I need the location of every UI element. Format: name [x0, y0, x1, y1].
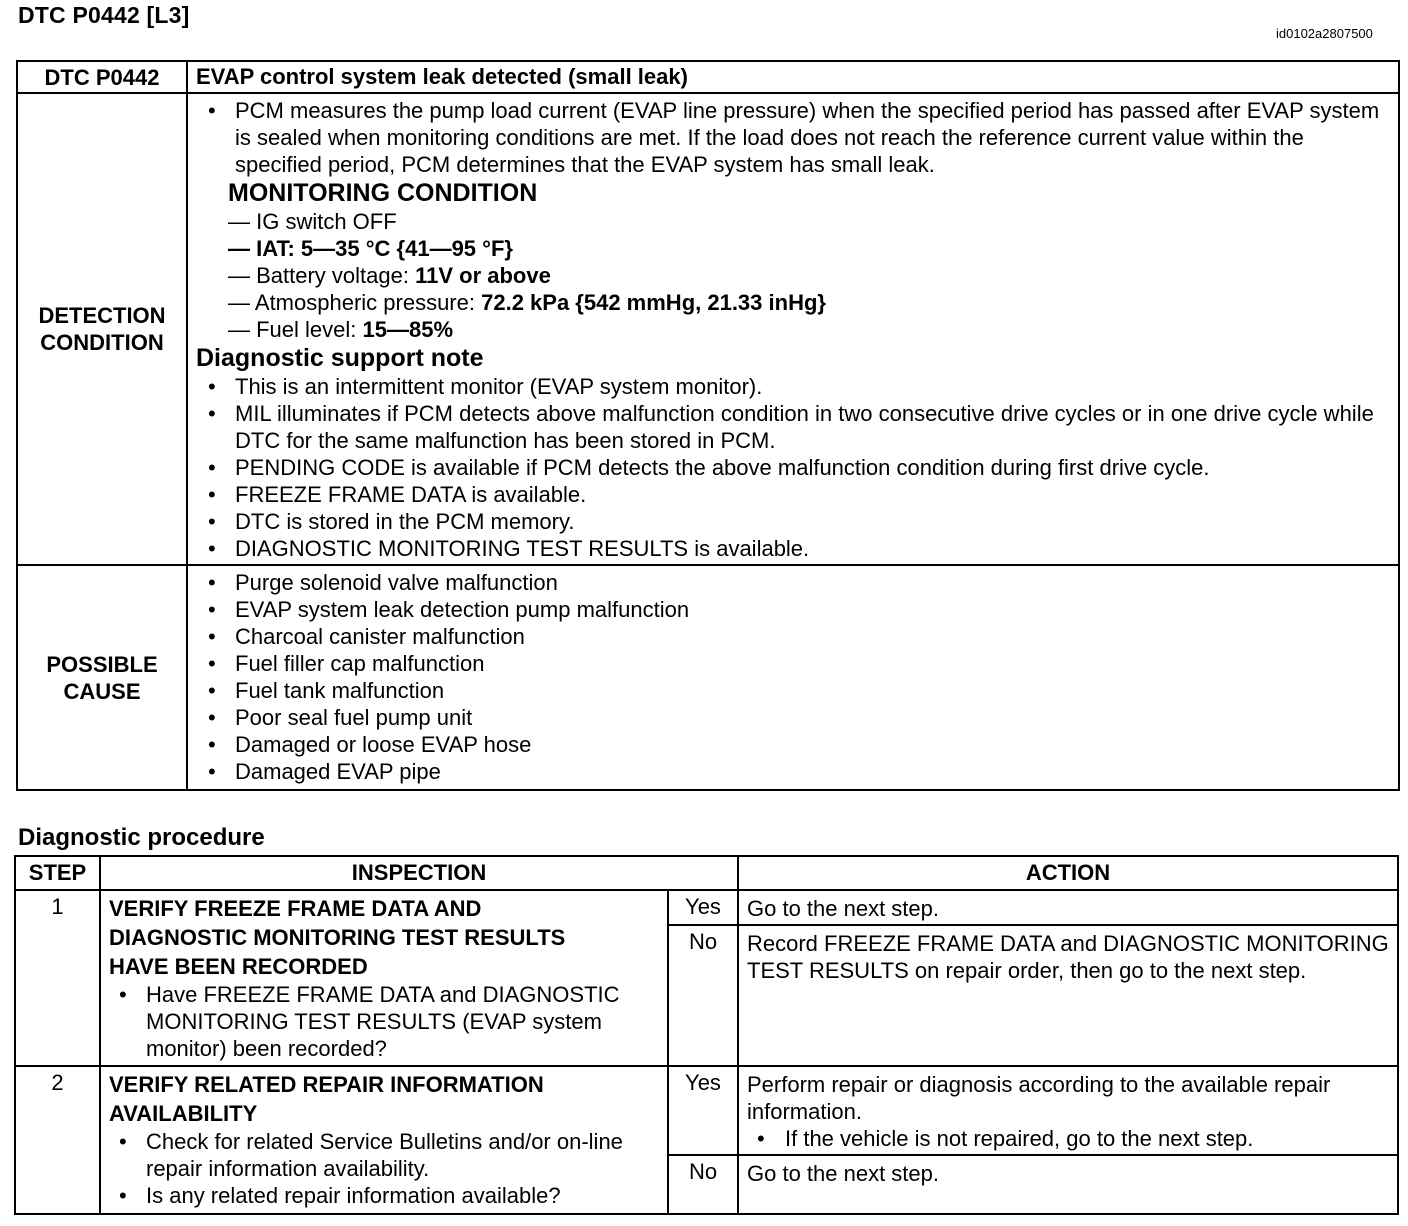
- monitoring-condition-title: MONITORING CONDITION: [228, 179, 538, 207]
- dtc-header-row: [17, 61, 1399, 93]
- detection-condition-row: [17, 93, 1399, 565]
- dtc-code: DTC P0442: [17, 61, 187, 93]
- possible-cause-item: • Poor seal fuel pump unit: [196, 704, 1390, 731]
- inspection-bullet: • Is any related repair information available?: [109, 1182, 661, 1209]
- detection-label-line2: CONDITION: [40, 330, 164, 355]
- support-note: • DTC is stored in the PCM memory.: [196, 508, 1390, 535]
- inspection-column-header: INSPECTION: [100, 856, 738, 890]
- step-number: 1: [15, 890, 100, 1066]
- possible-cause-item: • Charcoal canister malfunction: [196, 623, 1390, 650]
- diagnostic-procedure-heading: Diagnostic procedure: [18, 824, 265, 851]
- monitoring-item-label: — IG switch OFF: [228, 209, 397, 234]
- monitoring-item-iat: [228, 235, 1390, 262]
- yes-action-sub-bullet: • If the vehicle is not repaired, go to the next step.: [747, 1125, 1389, 1152]
- action-column-header: ACTION: [738, 856, 1398, 890]
- monitoring-item-atmospheric-pressure: [228, 289, 1390, 316]
- step-title-line: AVAILABILITY: [109, 1101, 258, 1126]
- no-action: Record FREEZE FRAME DATA and DIAGNOSTIC MONITORING TEST RESULTS on repair order, then go to the next step.: [738, 925, 1398, 1066]
- yes-action: Go to the next step.: [738, 890, 1398, 925]
- detection-condition-content: [187, 93, 1399, 565]
- monitoring-item-value: 15—85%: [362, 317, 454, 342]
- possible-cause-item: • Purge solenoid valve malfunction: [196, 569, 1390, 596]
- step-number: 2: [15, 1066, 100, 1214]
- step-title-line: HAVE BEEN RECORDED: [109, 954, 368, 979]
- yes-label: Yes: [668, 1066, 738, 1155]
- yes-label: Yes: [668, 890, 738, 925]
- diagnostic-support-note-title: Diagnostic support note: [196, 344, 484, 372]
- procedure-header-row: [15, 856, 1398, 890]
- dtc-description: EVAP control system leak detected (small leak): [187, 61, 1399, 93]
- support-note: • This is an intermittent monitor (EVAP system monitor).: [196, 373, 1390, 400]
- page-title: DTC P0442 [L3]: [18, 2, 190, 28]
- support-note: • DIAGNOSTIC MONITORING TEST RESULTS is available.: [196, 535, 1390, 562]
- detection-label-line1: DETECTION: [38, 303, 166, 328]
- support-note: • FREEZE FRAME DATA is available.: [196, 481, 1390, 508]
- support-note: • MIL illuminates if PCM detects above malfunction condition in two consecutive drive cycles or in one drive cycle while DTC for the same malfunction has been stored in PCM.: [196, 400, 1390, 454]
- monitoring-item-value: 72.2 kPa {542 mmHg, 21.33 inHg}: [481, 290, 826, 315]
- step-title-line: DIAGNOSTIC MONITORING TEST RESULTS: [109, 925, 566, 950]
- detection-intro-bullet: • PCM measures the pump load current (EVAP line pressure) when the specified period has passed after EVAP system is sealed when monitoring conditions are met. If the load does not reach the reference current value within the specified period, PCM determines that the EVAP system has small leak.: [196, 97, 1390, 178]
- possible-cause-row: [17, 565, 1399, 790]
- possible-cause-list: [187, 565, 1399, 790]
- monitoring-item-label: — Fuel level:: [228, 317, 363, 342]
- support-note: • PENDING CODE is available if PCM detects the above malfunction condition during first drive cycle.: [196, 454, 1390, 481]
- possible-cause-item: • Damaged or loose EVAP hose: [196, 731, 1390, 758]
- dtc-info-table: [16, 60, 1400, 791]
- diagnostic-procedure-table: [14, 855, 1399, 1215]
- monitoring-item-fuel-level: [228, 316, 1390, 343]
- no-action: Go to the next step.: [738, 1155, 1398, 1214]
- possible-cause-label: [17, 565, 187, 790]
- possible-cause-item: • EVAP system leak detection pump malfunction: [196, 596, 1390, 623]
- step-1-inspection: [100, 890, 668, 1066]
- no-label: No: [668, 1155, 738, 1214]
- inspection-bullet: • Have FREEZE FRAME DATA and DIAGNOSTIC MONITORING TEST RESULTS (EVAP system monitor) been recorded?: [109, 981, 661, 1062]
- step-1-yes-row: [15, 890, 1398, 925]
- monitoring-item-value: 5—35 °C {41—95 °F}: [300, 236, 513, 261]
- no-label: No: [668, 925, 738, 1066]
- yes-action: Perform repair or diagnosis according to the available repair information.: [747, 1072, 1331, 1124]
- possible-cause-label-line2: CAUSE: [63, 678, 141, 704]
- document-id: id0102a2807500: [1276, 26, 1373, 41]
- yes-action-cell: [738, 1066, 1398, 1155]
- possible-cause-item: • Damaged EVAP pipe: [196, 758, 1390, 785]
- monitoring-item-label: — Battery voltage:: [228, 263, 416, 288]
- monitoring-item-ig-switch: [228, 208, 1390, 235]
- step-2-inspection: [100, 1066, 668, 1214]
- possible-cause-item: • Fuel tank malfunction: [196, 677, 1390, 704]
- possible-cause-label-line1: POSSIBLE: [46, 651, 158, 677]
- step-2-yes-row: [15, 1066, 1398, 1155]
- monitoring-item-label: — Atmospheric pressure:: [228, 290, 482, 315]
- step-title-line: VERIFY RELATED REPAIR INFORMATION: [109, 1072, 544, 1097]
- step-title-line: VERIFY FREEZE FRAME DATA AND: [109, 896, 482, 921]
- step-column-header: STEP: [15, 856, 100, 890]
- monitoring-item-battery-voltage: [228, 262, 1390, 289]
- monitoring-item-value: 11V or above: [415, 263, 551, 288]
- monitoring-item-label: — IAT:: [228, 236, 301, 261]
- inspection-bullet: • Check for related Service Bulletins and/or on-line repair information availability.: [109, 1128, 661, 1182]
- detection-condition-label: [17, 93, 187, 565]
- possible-cause-item: • Fuel filler cap malfunction: [196, 650, 1390, 677]
